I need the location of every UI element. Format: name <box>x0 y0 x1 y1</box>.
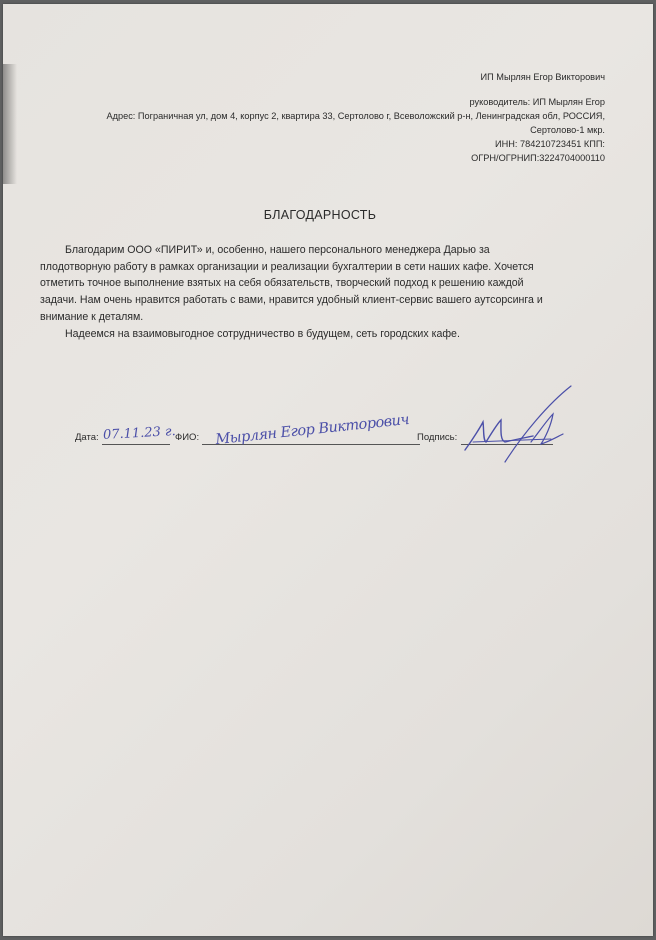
header-address-line1: Адрес: Пограничная ул, дом 4, корпус 2, квартира 33, Сертолово г, Всеволожский р-н, Ленинградская обл, РОССИЯ, <box>106 111 605 121</box>
signature-mark <box>453 384 583 469</box>
paragraph1-line5: внимание к деталям. <box>40 310 144 323</box>
paragraph1-line1 <box>65 242 607 259</box>
paragraph1-line2: плодотворную работу в рамках организации и реализации бухгалтерии в сети наших кафе. Хочется <box>40 260 534 273</box>
document-title: БЛАГОДАРНОСТЬ <box>263 208 377 222</box>
name-label: ФИО: <box>175 432 200 443</box>
paragraph1-line1-text: Благодарим ООО «ПИРИТ» и, особенно, нашего персонального менеджера Дарью за <box>65 244 490 256</box>
paragraph2: Надеемся на взаимовыгодное сотрудничество в будущем, сеть городских кафе. <box>65 327 460 340</box>
date-underline <box>102 444 170 445</box>
sign-label: Подпись: <box>417 432 458 443</box>
header-ogrn: ОГРН/ОГРНИП:3224704000110 <box>471 153 605 163</box>
document-body <box>40 242 607 342</box>
page-shadow <box>3 64 17 184</box>
name-handwritten: Мырлян Егор Викторович <box>214 411 410 449</box>
header-inn: ИНН: 784210723451 КПП: <box>495 139 605 149</box>
document-sheet <box>3 4 653 936</box>
date-handwritten: 07.11.23 г. <box>102 424 177 443</box>
date-label: Дата: <box>75 432 99 443</box>
paragraph1-line4: задачи. Нам очень нравится работать с вами, нравится удобный клиент-сервис вашего аутсорсинга и <box>40 294 543 307</box>
header-director: руководитель: ИП Мырлян Егор <box>469 97 605 107</box>
paragraph1-line3: отметить точное выполнение взятых на себя обязательств, творческий подход к решению каждой <box>40 277 524 290</box>
header-address-line2: Сертолово-1 мкр. <box>530 125 605 135</box>
header-company: ИП Мырлян Егор Викторович <box>480 72 605 82</box>
